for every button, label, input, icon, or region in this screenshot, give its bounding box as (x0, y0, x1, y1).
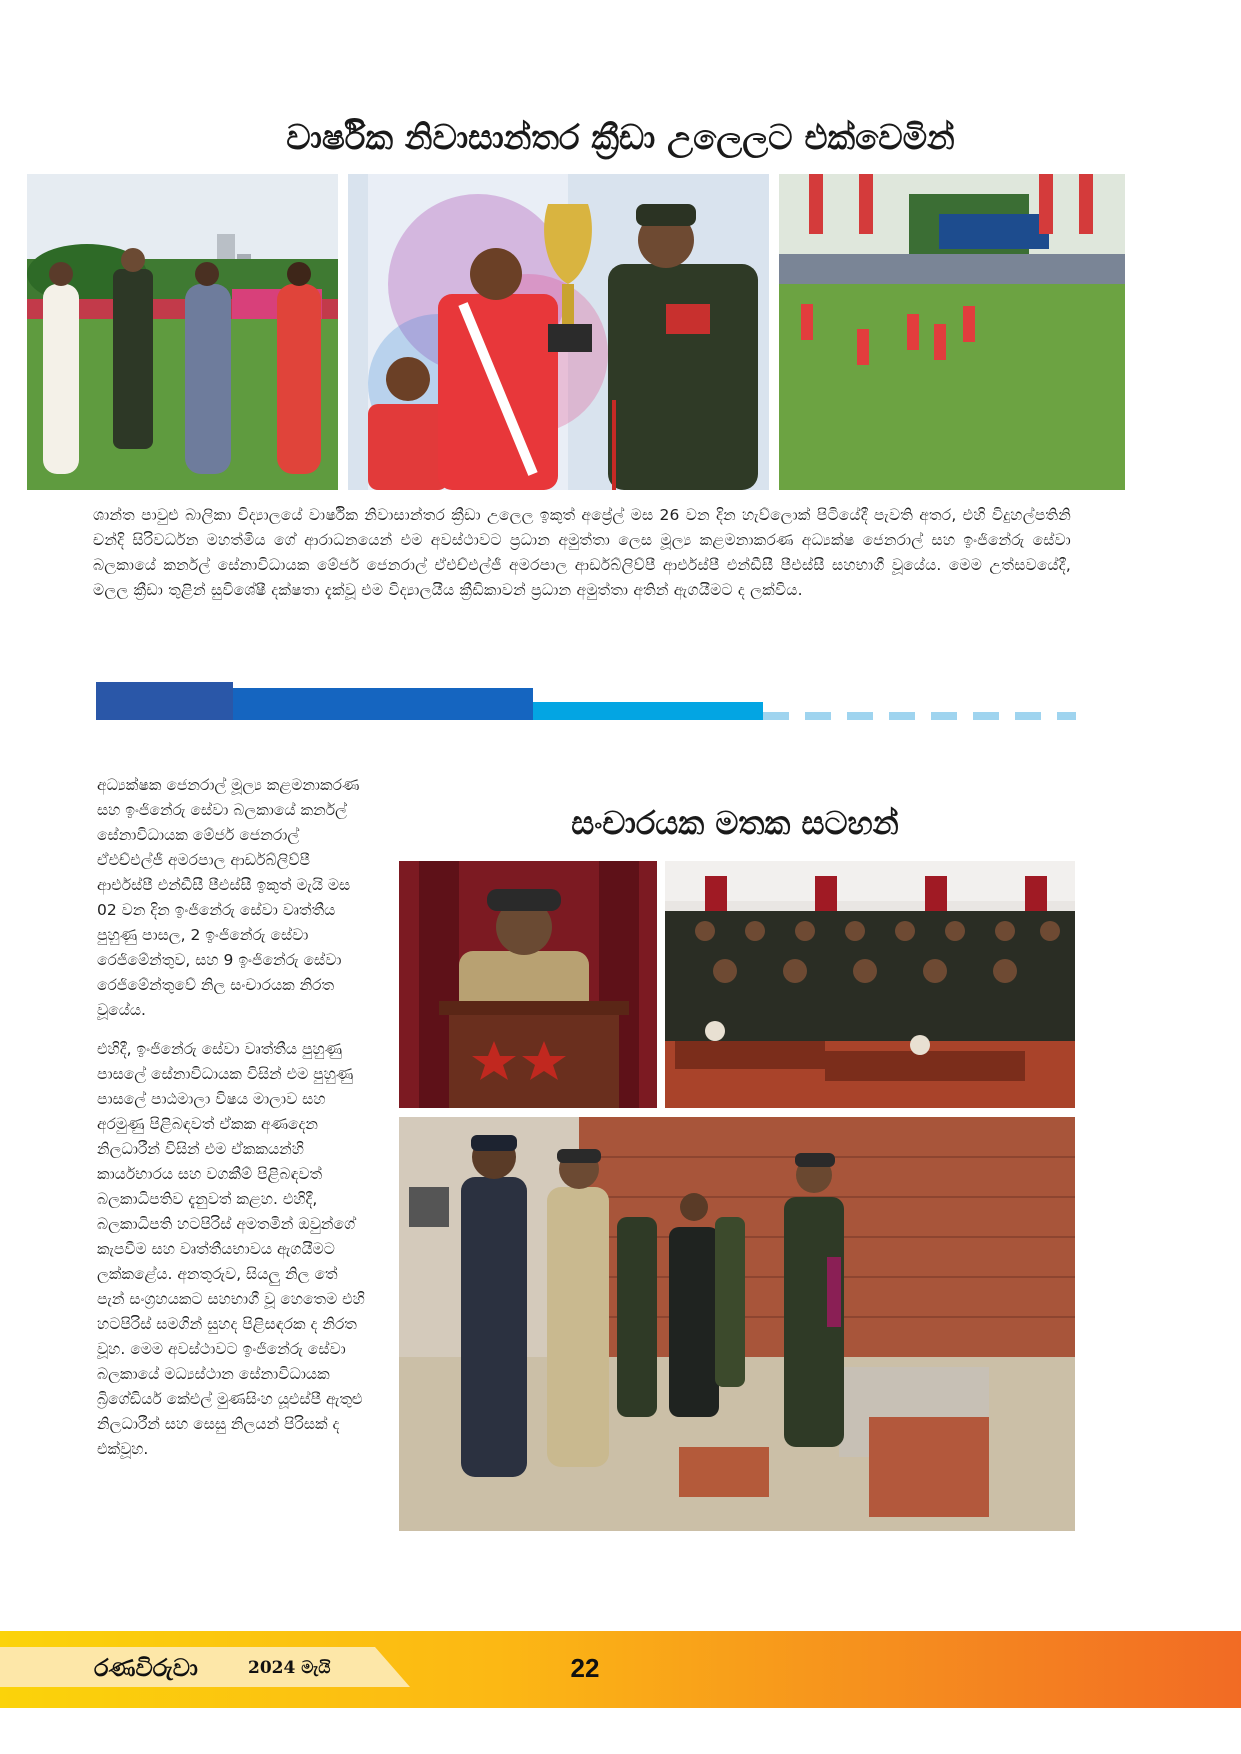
divider-segment-dark (96, 682, 233, 720)
article2-title: සංචාරයක මතක සටහන් (571, 804, 899, 842)
divider-segment-mid (233, 688, 533, 720)
article2-paragraph-1: අධ්‍යක්ෂක ජෙනරාල් මූල්‍ය කළමනාකරණ සහ ඉංජිනේරු සේවා බලකායේ කර්නල් සේනාවිධායක මේජර් ජෙනරාල් ඒඑච්එල්ජී අමරපාල ආර්ඩබ්ලිව්පී ආර්එස්පී එන්ඩීසී පීඑස්සී ඉකුත් මැයි මස 02 වන දින ඉංජිනේරු සේවා වෘත්තීය පුහුණු පාසල, 2 ඉංජිනේරු සේවා රෙජිමේන්තුව, සහ 9 ඉංජිනේරු සේවා රෙජිමේන්තුවේ නිල සංචාරයක නිරත වූයේය. (97, 776, 360, 1019)
sports-meet-guests-photo (27, 174, 338, 490)
inspection-tour-photo (399, 1117, 1075, 1531)
issue-label: 2024 මැයි (248, 1658, 331, 1678)
divider-dashes (763, 712, 1076, 720)
magazine-logo: රණවිරුවා (94, 1653, 198, 1682)
article2-paragraph-2: එහිදී, ඉංජිනේරු සේවා වෘත්තීය පුහුණු පාසලේ සේනාවිධායක විසින් එම පුහුණු පාසලේ පාඨමාලා විෂය මාලාව සහ අරමුණු පිළිබඳවත් ඒකක අණදෙන නිලධාරීන් විසින් එම ඒකකයන්හි කාර්යභාරය සහ වගකීම් පිළිබඳවත් බලකාධිපතිව දැනුවත් කළහ. එහිදී, බලකාධිපති හටපිරිස් අමතමින් ඔවුන්ගේ කැපවීම සහ වෘත්තීයභාවය ඇගයීමට ලක්කළේය. අනතුරුව, සියලු නිල තේ පැන් සංග්‍රහයකට සහභාගී වූ හෙතෙම එහි හටපිරිස් සමගින් සුහද පිළිසඳරක ද නිරත වූහ. මෙම අවස්ථාවට ඉංජිනේරු සේවා බලකායේ මධ්‍යස්ථාන සේනාවිධායක බ්‍රිගේඩියර් කේඑල් මුණසිංහ යූඑස්පී ඇතුළු නිලධාරීන් සහ සෙසු නිලයන් පිරිසක් ද එක්වූහ. (97, 1040, 365, 1458)
footer-tab (0, 1647, 410, 1687)
divider-segment-light (533, 702, 763, 720)
page-number: 22 (570, 1653, 600, 1683)
seated-audience-photo (665, 861, 1075, 1108)
article2-text-column (97, 773, 369, 1476)
article1-title: වාර්ෂික නිවාසාන්තර ක්‍රීඩා උලෙලට එක්වෙමින් (286, 118, 955, 158)
athletes-running-photo (779, 174, 1125, 490)
trophy-presentation-photo (348, 174, 769, 490)
article1-body: ශාන්ත පාවුළු බාලිකා විද්‍යාලයේ වාර්ෂික නිවාසාන්තර ක්‍රීඩා උලෙල ඉකුත් අප්‍රේල් මස 26 වන දින හැව්ලොක් පිටියේදී පැවති අතර, එහි විදුහල්පතිනි චන්දි සිරිවර්ධන මහත්මිය ගේ ආරාධනයෙන් එම අවස්ථාවට ප්‍රධාන අමුත්තා ලෙස මූල්‍ය කළමනාකරණ අධ්‍යක්ෂ ජෙනරාල් සහ ඉංජිනේරු සේවා බලකායේ කර්නල් සේනාවිධායක මේජර් ජෙනරාල් ඒඑච්එල්ජී අමරපාල ආර්ඩබ්ලිව්පී ආර්එස්පී එන්ඩීසී පීඑස්සී සහභාගී වූයේය. මෙම උත්සවයේදී, මලල ක්‍රීඩා තුළින් සුවිශේෂී දක්ෂතා දැක්වූ එම විද්‍යාලයීය ක්‍රීඩිකාවන් ප්‍රධාන අමුත්තා අතින් ඇගයීමට ද ලක්විය. (93, 506, 1071, 599)
officer-podium-photo (399, 861, 657, 1108)
section-divider (96, 682, 1076, 720)
